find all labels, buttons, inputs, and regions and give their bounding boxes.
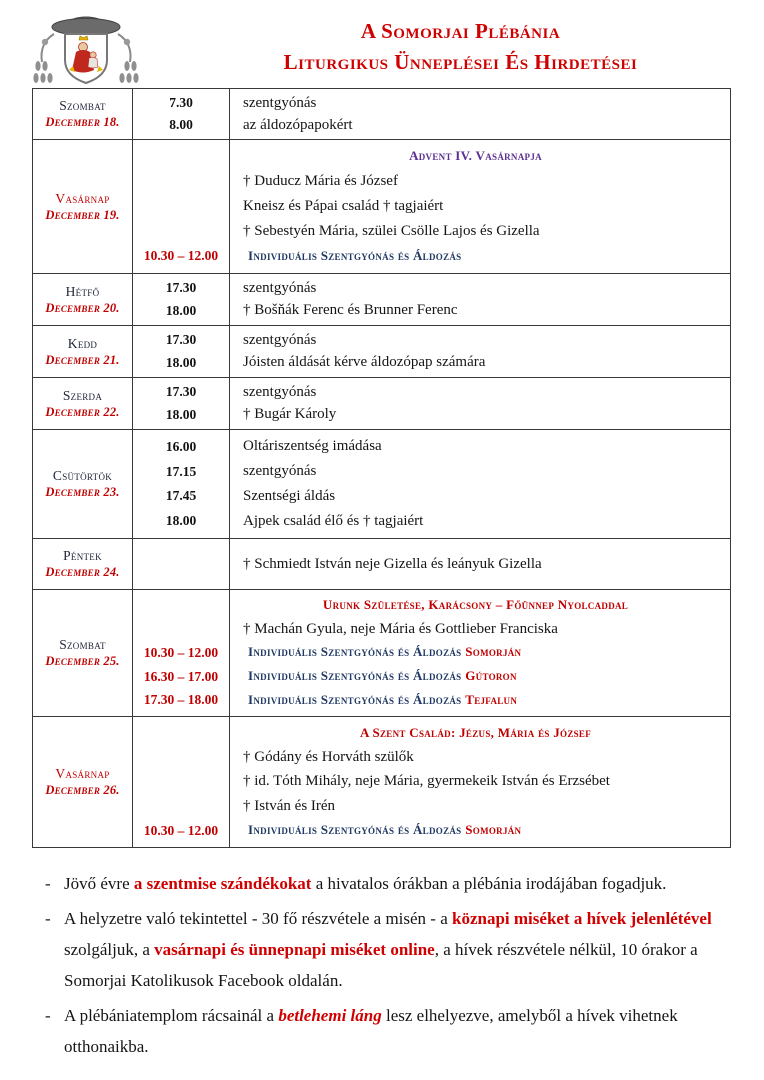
schedule-line [133,553,730,575]
event-cell [229,354,730,371]
day-cell [33,326,133,377]
schedule-line [133,245,730,267]
intention-text: † Duducz Mária és József [243,173,398,190]
day-cell [33,430,133,538]
event-cell [229,668,730,685]
intention-text: † István és Irén [243,797,336,814]
schedule-line [133,92,730,114]
announcements-section [32,868,731,1062]
time-cell: 18.00 [165,354,197,370]
intention-text: † Bugár Károly [243,406,337,423]
day-cell [33,378,133,429]
announcement-segment: A helyzetre való tekintettel - 30 fő részvétele a misén - a [64,909,453,928]
announcement-segment: , a hívek részvétele nélkül, 10 órakor a Somorjai Katolikusok Facebook oldalán. [64,940,698,990]
event-cell [229,798,730,815]
time-cell: 18.00 [165,406,197,422]
time-cell: 16.30 – 17.00 [143,668,219,684]
schedule-line [133,722,730,744]
day-name-label: Vasárnap [55,190,110,206]
liturgical-schedule-table [32,88,731,848]
day-date-label: December 23. [45,485,120,499]
intention-text: Kneisz és Pápai család † tagjaiért [243,197,444,214]
schedule-line [133,352,730,374]
row-lines [133,140,730,273]
event-cell [229,406,730,423]
row-lines [133,89,730,139]
day-date-label: December 20. [45,300,120,315]
day-date-label: December 18. [45,115,120,129]
announcement-item [45,903,729,996]
schedule-line [133,381,730,403]
announcement-item [45,868,729,899]
event-cell [229,773,730,790]
day-cell [33,539,133,589]
announcement-text [64,1000,729,1062]
location-label: Somorján [465,822,522,838]
page-title-line-2: Liturgikus Ünneplései És Hirdetései [283,50,638,74]
day-cell [33,274,133,325]
day-name-label: Kedd [67,335,98,351]
schedule-line [133,666,730,688]
feast-header-label: Urunk Születése, Karácsony – Főünnep Nyolcaddal [322,597,629,613]
schedule-line [133,510,730,532]
time-cell: 18.00 [165,302,197,318]
announcement-segment: a hivatalos órákban a plébánia irodájában fogadjuk. [311,874,667,893]
time-cell: 10.30 – 12.00 [143,248,219,264]
day-date-label: December 19. [45,207,120,222]
row-lines [133,430,730,538]
time-cell: 17.45 [165,488,197,504]
day-name-label: Szerda [62,387,103,403]
location-label: Tejfalun [465,691,518,707]
announcement-segment: vasárnapi és ünnepnapi miséket online [154,940,435,959]
intention-text: szentgyónás [243,279,317,296]
event-cell [229,223,730,240]
event-cell [229,513,730,530]
announcement-segment: Jövő évre [64,874,134,893]
announcement-segment: lesz elhelyezve, amelyből a hívek vihetnek otthonaikba. [64,1006,678,1056]
table-row [33,274,730,326]
intention-text: † Bošňák Ferenc és Brunner Ferenc [243,302,458,319]
schedule-line [133,618,730,640]
event-cell [229,95,730,112]
announcement-segment: szolgáljuk, a [64,940,155,959]
time-cell: 8.00 [169,117,193,132]
row-lines [133,274,730,325]
event-cell [229,438,730,455]
schedule-line [133,300,730,322]
event-cell [229,621,730,638]
event-cell [229,117,730,134]
event-cell [229,463,730,480]
row-lines [133,717,730,847]
schedule-line [133,795,730,817]
schedule-line [133,114,730,136]
schedule-line [133,171,730,193]
event-cell [229,488,730,505]
parish-coat-of-arms-icon [32,8,144,95]
intention-text: † Machán Gyula, neje Mária és Gottlieber Franciska [243,620,558,637]
intention-text: szentgyónás [243,383,317,400]
day-name-label: Péntek [63,548,102,563]
day-name-label: Szombat [59,637,106,652]
day-cell [33,140,133,273]
event-cell [229,749,730,766]
event-cell [229,644,730,661]
table-row [33,430,730,539]
announcement-text [64,903,729,996]
bulletin-header [32,8,731,88]
time-cell: 10.30 – 12.00 [143,644,219,660]
time-cell: 10.30 – 12.00 [143,822,219,838]
announcement-segment: a szentmise szándékokat [133,874,312,893]
schedule-line [133,747,730,769]
time-cell: 17.30 [165,384,197,400]
event-cell [229,302,730,319]
intention-text: szentgyónás [243,463,317,480]
feast-header [229,148,730,165]
table-row [33,326,730,378]
table-row [33,539,730,590]
schedule-line [133,771,730,793]
schedule-line [133,220,730,242]
event-cell [229,692,730,709]
announcement-text [64,868,729,899]
dash-bullet: - [45,1006,51,1025]
day-cell [33,590,133,716]
event-cell [229,173,730,190]
day-date-label: December 26. [45,783,120,797]
schedule-line [133,436,730,458]
feast-header-label: A Szent Család: Jézus, Mária és József [359,724,592,740]
announcement-segment: A plébániatemplom rácsainál a [64,1006,279,1025]
time-cell: 18.00 [165,513,197,529]
day-name-label: Vasárnap [55,766,110,781]
event-cell [229,384,730,401]
row-lines [133,378,730,429]
intention-text: szentgyónás [243,94,317,111]
schedule-line [133,277,730,299]
schedule-line [133,146,730,168]
dash-bullet: - [45,909,51,928]
event-cell [229,556,730,573]
event-cell [229,280,730,297]
announcement-segment: betlehemi láng [278,1006,382,1025]
time-cell: 7.30 [169,95,193,110]
schedule-line [133,461,730,483]
confession-label: Individuális Szentgyónás és Áldozás [248,247,462,263]
table-row [33,590,730,717]
schedule-line [133,642,730,664]
day-name-label: Szombat [59,98,106,113]
day-cell [33,717,133,847]
schedule-line [133,820,730,842]
location-label: Gútoron [465,668,517,684]
time-cell: 17.30 – 18.00 [143,692,219,708]
day-date-label: December 24. [45,565,120,579]
schedule-line [133,329,730,351]
intention-text: Szentségi áldás [243,487,336,504]
day-cell [33,89,133,139]
day-name-label: Hétfő [65,283,100,299]
time-cell: 17.15 [165,463,197,479]
intention-text: † id. Tóth Mihály, neje Mária, gyermekeik István és Erzsébet [243,773,610,790]
intention-text: Jóisten áldását kérve áldozópap számára [243,354,486,371]
schedule-line [133,404,730,426]
day-date-label: December 21. [45,352,120,367]
intention-text: † Gódány és Horváth szülők [243,749,414,766]
schedule-line [133,485,730,507]
intention-text: Ajpek család élő és † tagjaiért [243,512,424,529]
row-lines [133,326,730,377]
confession-label: Individuális Szentgyónás és Áldozás [248,644,462,660]
feast-header [229,725,730,742]
schedule-line [133,195,730,217]
event-cell [229,822,730,839]
intention-text: az áldozópapokért [243,116,353,133]
intention-text: szentgyónás [243,331,317,348]
row-lines [133,539,730,589]
event-cell [229,248,730,265]
schedule-line [133,595,730,617]
intention-text: † Sebestyén Mária, szülei Csölle Lajos és Gizella [243,222,540,239]
event-cell [229,198,730,215]
time-cell: 16.00 [165,438,197,454]
bulletin-title-block [144,8,731,78]
table-row [33,717,730,847]
announcement-item [45,1000,729,1062]
day-date-label: December 22. [45,404,120,419]
table-row [33,378,730,430]
day-date-label: December 25. [45,654,120,668]
dash-bullet: - [45,874,51,893]
table-row [33,89,730,140]
row-lines [133,590,730,716]
time-cell: 17.30 [165,332,197,348]
page-title-line-1: A Somorjai Plébánia [360,19,561,43]
event-cell [229,332,730,349]
schedule-line [133,689,730,711]
location-label: Somorján [465,644,522,660]
table-row [33,140,730,274]
confession-label: Individuális Szentgyónás és Áldozás [248,822,462,838]
confession-label: Individuális Szentgyónás és Áldozás [248,668,462,684]
feast-header-label: Advent IV. Vasárnapja [409,148,542,164]
time-cell: 17.30 [165,280,197,296]
day-name-label: Csütörtök [52,468,113,483]
announcement-segment: köznapi miséket a hívek jelenlétével [452,909,712,928]
intention-text: † Schmiedt István neje Gizella és leányuk Gizella [243,555,542,572]
feast-header [229,597,730,614]
confession-label: Individuális Szentgyónás és Áldozás [248,691,462,707]
intention-text: Oltáriszentség imádása [243,438,382,455]
